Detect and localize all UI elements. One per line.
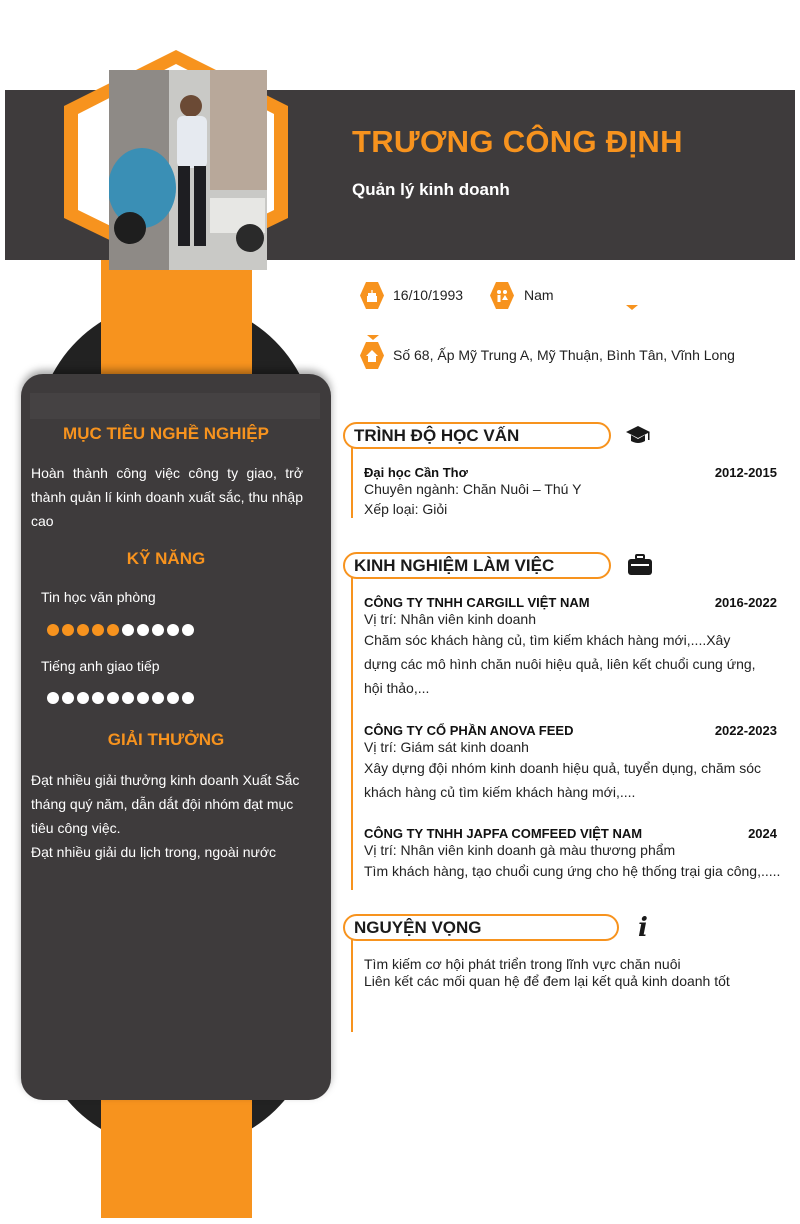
skill-rating-office [47, 624, 194, 636]
education-rank: Xếp loại: Giỏi [364, 501, 448, 517]
rating-dot [77, 692, 89, 704]
job-description-1: Chăm sóc khách hàng củ, tìm kiếm khách hàng mới,....Xây dựng các mô hình chăn nuôi hiệu quả, liên kết chuổi cung ứng, hội thảo,... [364, 632, 756, 696]
aspiration-heading: NGUYỆN VỌNG [343, 914, 619, 941]
rating-dot [137, 624, 149, 636]
education-years: 2012-2015 [714, 465, 777, 480]
rating-dot [62, 624, 74, 636]
rating-dot [92, 692, 104, 704]
candidate-name: TRƯƠNG CÔNG ĐỊNH [352, 124, 683, 159]
rating-dot [47, 692, 59, 704]
education-school: Đại học Cần Thơ [364, 465, 468, 480]
home-icon [360, 342, 384, 369]
gender-icon [490, 282, 514, 309]
rating-dot [107, 624, 119, 636]
rating-dot [122, 624, 134, 636]
job-position-2: Vị trí: Giám sát kinh doanh [364, 739, 529, 755]
rating-dot [182, 624, 194, 636]
tick-mark-2 [367, 335, 379, 340]
info-icon: i [638, 913, 648, 943]
graduation-cap-icon [625, 422, 651, 448]
job-company-1: CÔNG TY TNHH CARGILL VIỆT NAM [364, 595, 590, 610]
job-years-2: 2022-2023 [714, 723, 777, 738]
rating-dot [167, 624, 179, 636]
job-company-3: CÔNG TY TNHH JAPFA COMFEED VIỆT NAM [364, 826, 643, 841]
timeline-education [351, 448, 353, 518]
rating-dot [152, 692, 164, 704]
timeline-experience [351, 578, 353, 890]
job-company-2: CÔNG TY CỔ PHẦN ANOVA FEED [364, 723, 574, 738]
skill-rating-english [47, 692, 194, 704]
skill-label-office: Tin học văn phòng [41, 589, 156, 605]
awards-line-1: Đạt nhiều giải thưởng kinh doanh Xuất Sắc tháng quý năm, dẫn dắt đội nhóm đạt mục tiêu công việc. [31, 772, 300, 836]
job-position-3: Vị trí: Nhân viên kinh doanh gà màu thương phẩm [364, 842, 676, 858]
experience-heading: KINH NGHIỆM LÀM VIỆC [343, 552, 611, 579]
job-years-1: 2016-2022 [714, 595, 777, 610]
awards-line-2: Đạt nhiều giải du lịch trong, ngoài nước [31, 844, 277, 860]
rating-dot [77, 624, 89, 636]
birthday-cake-icon [360, 282, 384, 309]
rating-dot [92, 624, 104, 636]
education-heading: TRÌNH ĐỘ HỌC VẤN [343, 422, 611, 449]
rating-dot [47, 624, 59, 636]
birthday-value: 16/10/1993 [393, 287, 464, 303]
sidebar-panel-top-strip [30, 393, 320, 419]
profile-photo-frame [60, 48, 292, 274]
rating-dot [182, 692, 194, 704]
rating-dot [107, 692, 119, 704]
skill-label-english: Tiếng anh giao tiếp [41, 658, 160, 674]
education-major: Chuyên ngành: Chăn Nuôi – Thú Y [364, 481, 582, 497]
orange-strap-bottom [101, 1088, 252, 1218]
job-title: Quản lý kinh doanh [352, 180, 510, 199]
aspiration-line-1: Tìm kiếm cơ hội phát triển trong lĩnh vực chăn nuôi [364, 956, 681, 972]
rating-dot [122, 692, 134, 704]
tick-mark-1 [626, 305, 638, 310]
skills-heading: KỸ NĂNG [126, 549, 206, 568]
rating-dot [137, 692, 149, 704]
job-description-2: Xây dựng đội nhóm kinh doanh hiệu quả, tuyển dụng, chăm sóc khách hàng củ tìm kiếm khách hàng mới,.... [364, 760, 761, 800]
briefcase-icon [627, 552, 653, 578]
objective-heading: MỤC TIÊU NGHỀ NGHIỆP [63, 424, 269, 443]
job-years-3: 2024 [748, 826, 777, 841]
rating-dot [167, 692, 179, 704]
rating-dot [152, 624, 164, 636]
timeline-aspiration [351, 940, 353, 1032]
profile-photo [108, 70, 267, 270]
awards-heading: GIẢI THƯỞNG [107, 730, 225, 749]
address-value: Số 68, Ấp Mỹ Trung A, Mỹ Thuận, Bình Tân, Vĩnh Long [393, 347, 735, 363]
rating-dot [62, 692, 74, 704]
aspiration-line-2: Liên kết các mối quan hệ để đem lại kết quả kinh doanh tốt [364, 973, 730, 989]
objective-text: Hoàn thành công việc công ty giao, trở thành quản lí kinh doanh xuất sắc, thu nhập cao [31, 465, 303, 529]
job-description-3: Tìm khách hàng, tạo chuổi cung ứng cho hệ thống trại gia công,..... [364, 863, 781, 879]
job-position-1: Vị trí: Nhân viên kinh doanh [364, 611, 536, 627]
gender-value: Nam [524, 287, 554, 303]
